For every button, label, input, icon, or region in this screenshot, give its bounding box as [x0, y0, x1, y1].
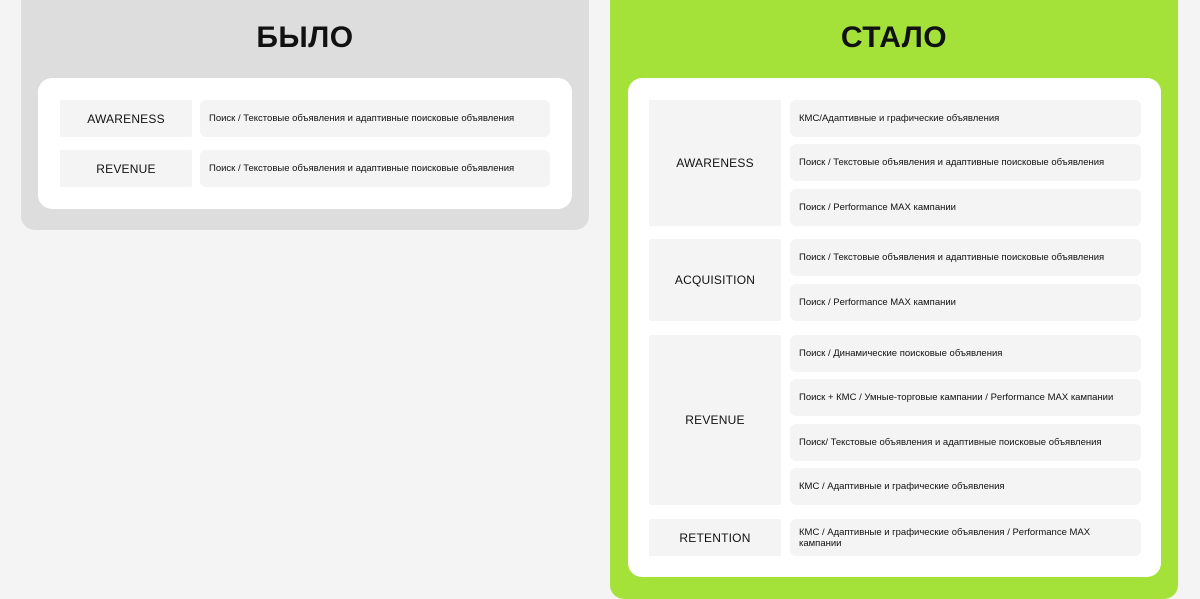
- group-label: REVENUE: [60, 150, 192, 187]
- before-panel: [21, 0, 589, 230]
- list-item: Поиск / Текстовые объявления и адаптивные поисковые объявления: [790, 144, 1141, 181]
- list-item: КМС/Адаптивные и графические объявления: [790, 100, 1141, 137]
- after-panel: [610, 0, 1178, 599]
- group-label: AWARENESS: [649, 100, 781, 226]
- after-group-revenue: [649, 335, 1141, 505]
- list-item: Поиск / Динамические поисковые объявления: [790, 335, 1141, 372]
- group-label: ACQUISITION: [649, 239, 781, 321]
- group-label: RETENTION: [649, 519, 781, 556]
- before-group-awareness: [60, 100, 552, 137]
- group-label: AWARENESS: [60, 100, 192, 137]
- list-item: Поиск + КМС / Умные-торговые кампании / Performance MAX кампании: [790, 379, 1141, 416]
- after-group-awareness: [649, 100, 1141, 226]
- list-item: Поиск / Текстовые объявления и адаптивные поисковые объявления: [200, 150, 550, 187]
- list-item: Поиск/ Текстовые объявления и адаптивные поисковые объявления: [790, 424, 1141, 461]
- list-item: Поиск / Текстовые объявления и адаптивные поисковые объявления: [790, 239, 1141, 276]
- after-group-acquisition: [649, 239, 1141, 321]
- list-item: Поиск / Текстовые объявления и адаптивные поисковые объявления: [200, 100, 550, 137]
- list-item: КМС / Адаптивные и графические объявления / Performance MAX кампании: [790, 519, 1141, 556]
- list-item: Поиск / Performance MAX кампании: [790, 189, 1141, 226]
- list-item: Поиск / Performance MAX кампании: [790, 284, 1141, 321]
- before-card: [38, 78, 572, 209]
- after-group-retention: [649, 519, 1141, 556]
- before-group-revenue: [60, 150, 552, 187]
- before-title: БЫЛО: [256, 21, 354, 54]
- list-item: КМС / Адаптивные и графические объявления: [790, 468, 1141, 505]
- after-title: СТАЛО: [840, 21, 948, 54]
- after-card: [628, 78, 1161, 577]
- group-label: REVENUE: [649, 335, 781, 505]
